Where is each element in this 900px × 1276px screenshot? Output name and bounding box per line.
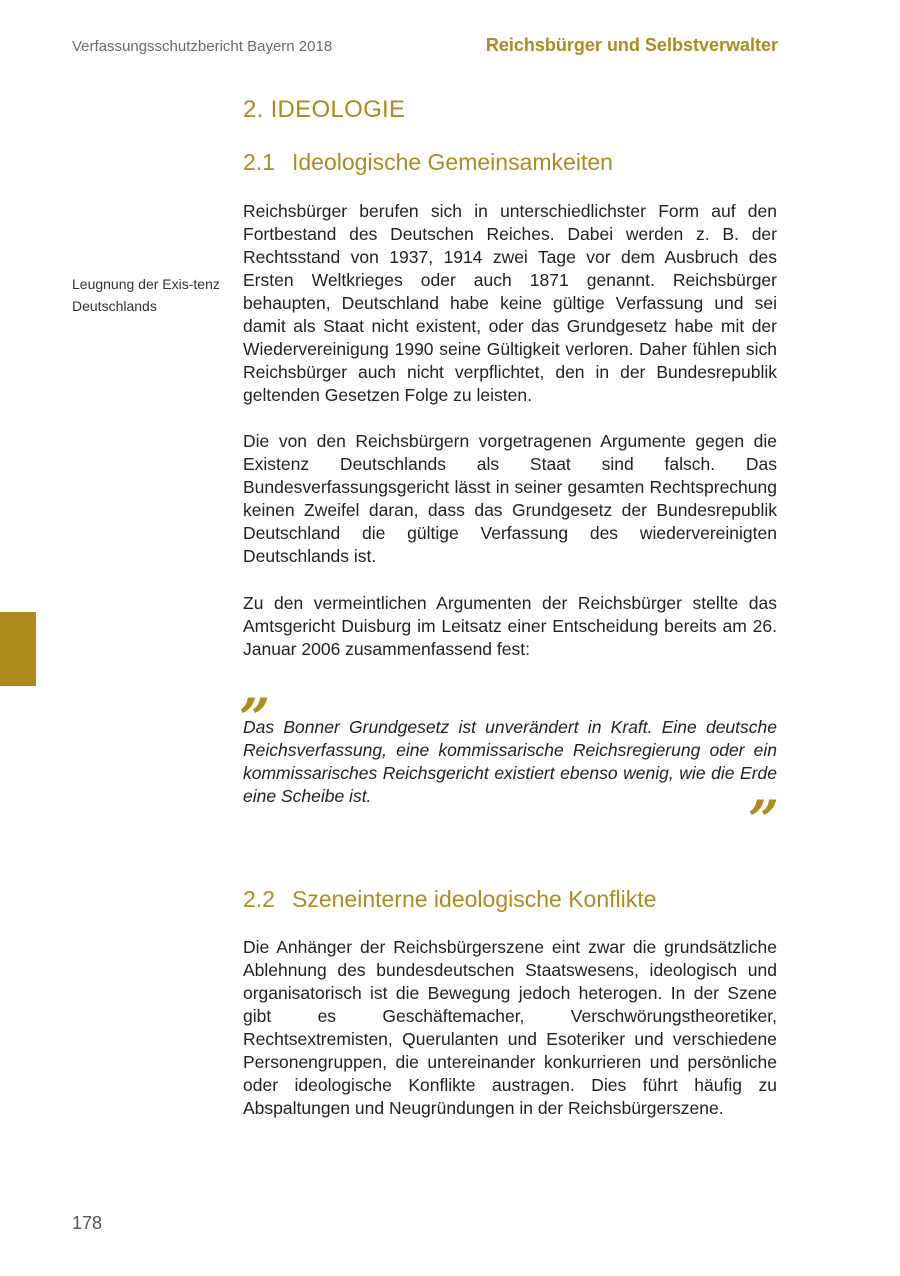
section-title-text: Szeneinterne ideologische Konflikte (292, 886, 657, 912)
section-heading-2-1 (243, 149, 613, 176)
running-header-publication: Verfassungsschutzbericht Bayern 2018 (72, 38, 333, 55)
margin-note-text: Leugnung der Exis-tenz Deutschlands (72, 276, 220, 314)
section-title-text: Ideologische Gemeinsamkeiten (292, 149, 613, 175)
chapter-heading: 2. IDEOLOGIE (243, 96, 406, 123)
quote-close-mark: ” (748, 788, 780, 852)
section-heading-2-2 (243, 886, 656, 913)
quote-open-mark: „ (240, 655, 272, 719)
section-number: 2.1 (243, 149, 275, 175)
running-header-chapter: Reichsbürger und Selbstverwalter (485, 35, 778, 55)
paragraph: Die von den Reichsbürgern vorgetragenen Argumente gegen die Existenz Deutschlands als Staat sind falsch. Das Bundesverfassungsgericht lässt in seiner gesamten Rechtsprechung keinen Zweifel daran, dass das Grundgesetz der Bundesrepublik Deutschland die gültige Verfassung des wiedervereinigten Deutschlands ist. (243, 431, 777, 566)
side-tab-marker (0, 612, 36, 686)
paragraph: Reichsbürger berufen sich in unterschiedlichster Form auf den Fortbestand des Deutschen Reiches. Dabei werden z. B. der Rechtsstand von 1937, 1914 zwei Tage vor dem Ausbruch des Ersten Weltkrieges oder auch 1871 genannt. Reichsbürger behaupten, Deutschland habe keine gültige Verfassung und sei damit als Staat nicht existent, oder das Grundgesetz habe mit der Wiedervereinigung 1990 seine Gültigkeit verloren. Daher fühlen sich Reichsbürger auch nicht verpflichtet, den in der Bundesrepublik geltenden Gesetzen Folge zu leisten. (243, 201, 777, 405)
quote-text: Das Bonner Grundgesetz ist unverändert in Kraft. Eine deutsche Reichsverfassung, eine kommissarische Reichsregierung oder ein kommissarisches Reichsgericht existiert ebenso wenig, wie die Erde eine Scheibe ist. (243, 717, 777, 806)
margin-note (72, 273, 222, 317)
section-number: 2.2 (243, 886, 275, 912)
paragraph: Zu den vermeintlichen Argumenten der Reichsbürger stellte das Amtsgericht Duisburg im Leitsatz einer Entscheidung bereits am 26. Januar 2006 zusammenfassend fest: (243, 593, 777, 659)
paragraph: Die Anhänger der Reichsbürgerszene eint zwar die grundsätzliche Ablehnung des bundesdeutschen Staatswesens, ideologisch und organisatorisch ist die Bewegung jedoch heterogen. In der Szene gibt es Geschäftemacher, Verschwörungstheoretiker, Rechtsextremisten, Querulanten und Esoteriker und verschiedene Personengruppen, die untereinander konkurrieren und persönliche oder ideologische Konflikte austragen. Dies führt häufig zu Abspaltungen und Neugründungen in der Reichsbürgerszene. (243, 937, 777, 1118)
page-number: 178 (72, 1213, 103, 1233)
